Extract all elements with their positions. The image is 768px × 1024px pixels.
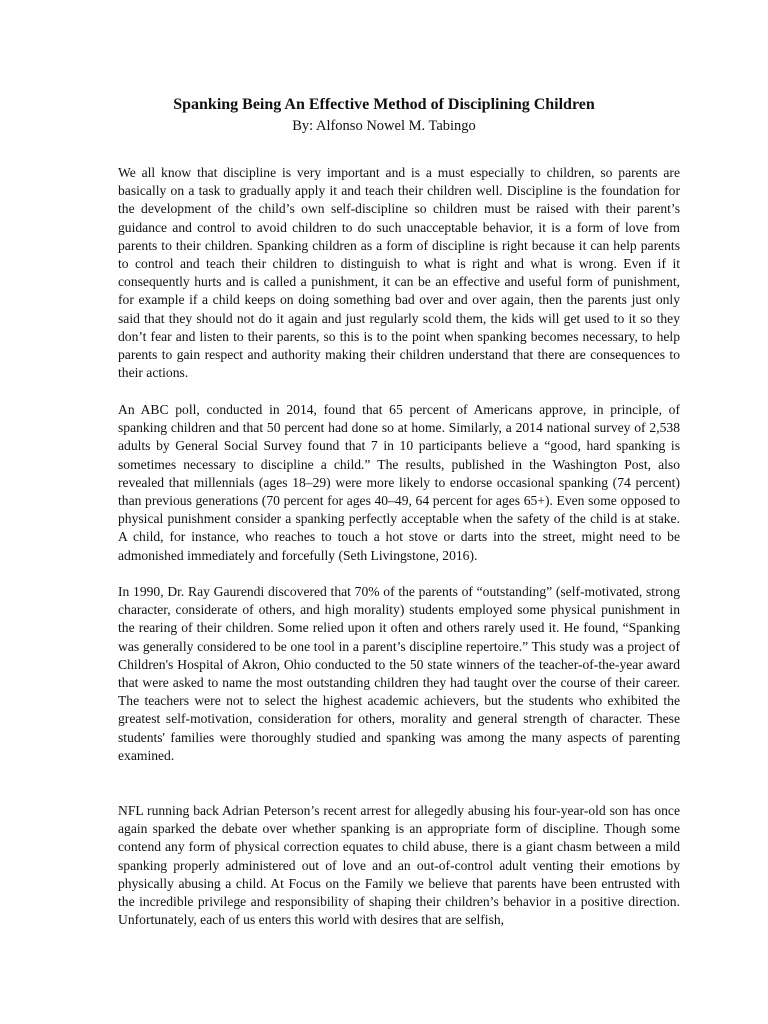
paragraph-text: We all know that discipline is very important and is a must especially to children, so parents are basically on a task to gradually apply it and teach their children well. Discipline is the foundation for the development of the child’s own self-discipline so children must be raised with their parent’s guidance and control to avoid children to do such unacceptable behavior, it is a form of love from parents to their children. Spanking children as a form of discipline is right because it can help parents to control and teach their children to distinguish to what is right and what is wrong. Even if it consequently hurts and is called a punishment, it can be an effective and useful form of punishment, for example if a child keeps on doing something bad over and over again, then the parents just only said that they should not do it again and just regularly scold them, the kids will get used to it so they don’t fear and listen to their parents, so this is to the point when spanking becomes necessary, to help parents to gain respect and authority making their children understand that there are consequences to their actions. xyxy=(118,165,680,381)
paragraph-2 xyxy=(118,401,680,565)
paragraph-1 xyxy=(118,164,680,382)
paragraph-text: In 1990, Dr. Ray Gaurendi discovered that 70% of the parents of “outstanding” (self-motivated, strong character, considerate of others, and high morality) students employed some physical punishment in the rearing of their children. Some relied upon it often and others rarely used it. He found, “Spanking was generally considered to be one tool in a parent’s discipline repertoire.” This study was a project of Children's Hospital of Akron, Ohio conducted to the 50 state winners of the teacher-of-the-year award that were asked to name the most outstanding children they had taught over the course of their career. The teachers were not to select the highest academic achievers, but the students who exhibited the greatest self-motivation, consideration for others, morality and general strength of character. These students' families were thoroughly studied and spanking was among the many aspects of parenting examined. xyxy=(118,584,680,763)
paragraph-text: NFL running back Adrian Peterson’s recent arrest for allegedly abusing his four-year-old son has once again sparked the debate over whether spanking is an appropriate form of discipline. Though some contend any form of physical correction equates to child abuse, there is a giant chasm between a mild spanking properly administered out of love and an out-of-control adult venting their emotions by physically abusing a child. At Focus on the Family we believe that parents have been entrusted with the incredible privilege and responsibility of shaping their children’s behavior in a positive direction. Unfortunately, each of us enters this world with desires that are selfish, xyxy=(118,803,680,928)
paragraph-3 xyxy=(118,583,680,765)
paragraph-text: An ABC poll, conducted in 2014, found that 65 percent of Americans approve, in principle, of spanking children and that 50 percent had done so at home. Similarly, a 2014 national survey of 2,538 adults by General Social Survey found that 7 in 10 participants believe a “good, hard spanking is sometimes necessary to discipline a child.” The results, published in the Washington Post, also revealed that millennials (ages 18–29) were more likely to endorse occasional spanking (74 percent) than previous generations (70 percent for ages 40–49, 64 percent for ages 65+). Even some opposed to physical punishment consider a spanking perfectly acceptable when the safety of the child is at stake. A child, for instance, who reaches to touch a hot stove or darts into the street, might need to be admonished immediately and forcefully (Seth Livingstone, 2016). xyxy=(118,402,680,563)
document-byline: By: Alfonso Nowel M. Tabingo xyxy=(292,118,476,134)
paragraph-4 xyxy=(118,802,680,929)
document-title: Spanking Being An Effective Method of Disciplining Children xyxy=(173,96,595,113)
